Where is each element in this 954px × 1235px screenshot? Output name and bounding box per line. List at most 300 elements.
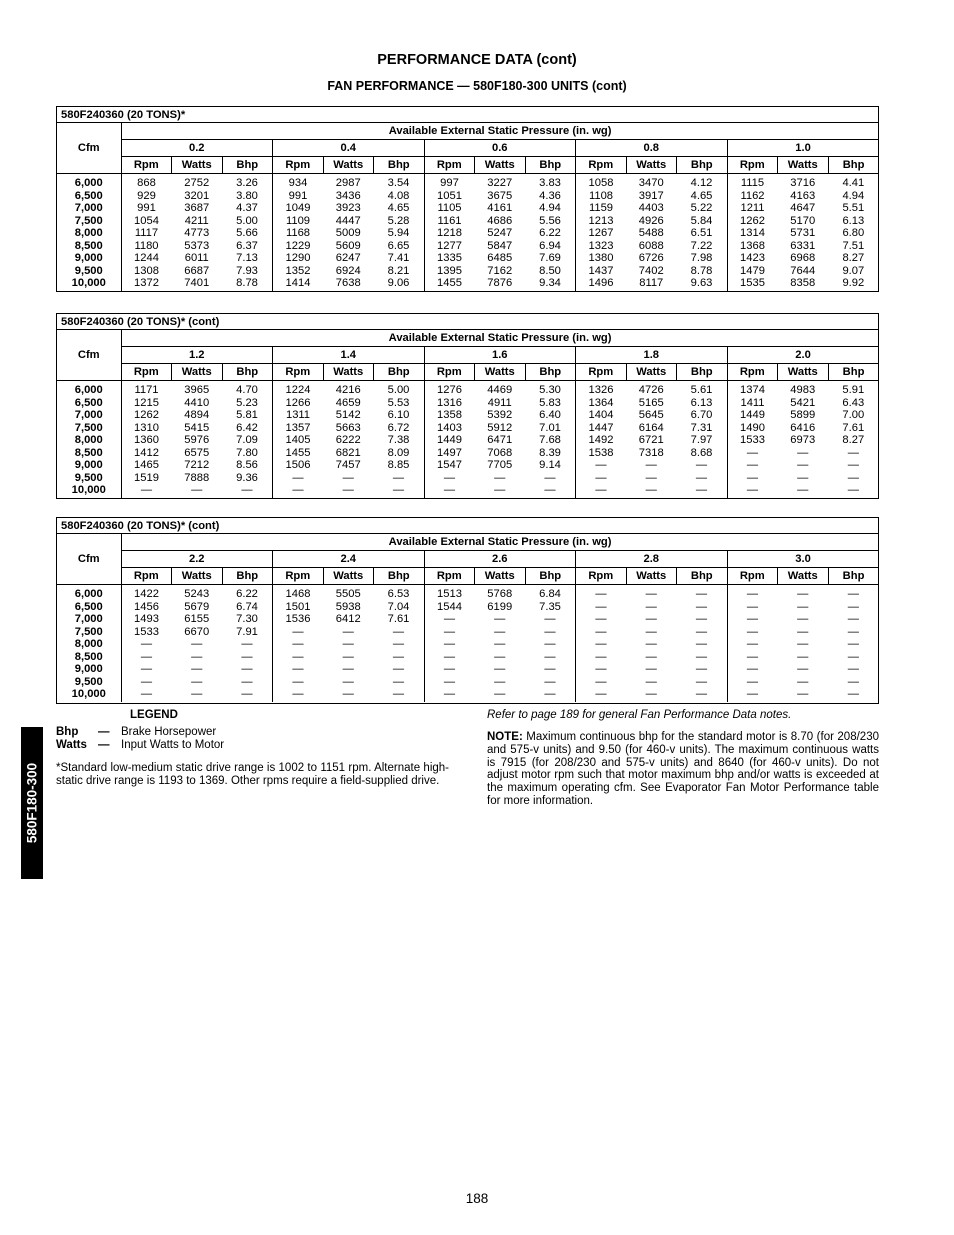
table-cell: 6.37 bbox=[236, 239, 258, 252]
data-column bbox=[273, 381, 324, 498]
table-cell: — bbox=[645, 471, 657, 484]
table-cell: 1422 bbox=[134, 588, 159, 600]
legend-desc: Brake Horsepower bbox=[121, 726, 217, 738]
table-cell: 1533 bbox=[740, 434, 765, 446]
data-column bbox=[121, 381, 172, 498]
table-cell: 7162 bbox=[487, 264, 513, 277]
table-cell: 1447 bbox=[588, 421, 614, 434]
column-header: Watts bbox=[778, 157, 829, 174]
column-header: Bhp bbox=[828, 364, 879, 381]
table-cell: 1493 bbox=[134, 613, 159, 625]
table-cell: 6088 bbox=[638, 239, 664, 252]
table-cell: — bbox=[544, 613, 556, 625]
table-cell: 6.43 bbox=[842, 396, 865, 409]
table-cell: 1180 bbox=[134, 239, 159, 252]
table-cell: — bbox=[797, 484, 809, 496]
table-cell: 5.22 bbox=[690, 202, 713, 214]
table-cell: — bbox=[847, 688, 859, 700]
cfm-value: 9,000 bbox=[74, 663, 103, 675]
table-cell: 5.94 bbox=[387, 227, 410, 239]
table-cell: 3675 bbox=[487, 189, 513, 202]
data-column bbox=[525, 174, 576, 291]
table-cell: — bbox=[847, 625, 859, 638]
table-cell: 1437 bbox=[588, 264, 614, 277]
pressure-header: 2.4 bbox=[273, 551, 425, 568]
table-cell: 6687 bbox=[184, 264, 210, 277]
table-cell: 7401 bbox=[184, 277, 210, 289]
table-cell: — bbox=[746, 484, 759, 496]
table-cell: 6485 bbox=[487, 252, 513, 264]
table-cell: 6.22 bbox=[539, 227, 561, 239]
table-cell: 5.00 bbox=[387, 384, 410, 396]
table-cell: — bbox=[241, 650, 253, 663]
table-cell: — bbox=[695, 588, 708, 600]
data-column bbox=[273, 585, 324, 702]
data-column bbox=[626, 174, 677, 291]
cfm-value: 10,000 bbox=[71, 484, 106, 496]
table-cell: — bbox=[746, 588, 759, 600]
data-column bbox=[677, 174, 728, 291]
column-header: Watts bbox=[323, 364, 374, 381]
data-column bbox=[374, 174, 425, 291]
cfm-value: 8,500 bbox=[74, 446, 103, 459]
table-cell: 6924 bbox=[335, 264, 361, 277]
table-cell: 7068 bbox=[487, 446, 513, 459]
table-cell: 8.39 bbox=[539, 446, 561, 459]
table-cell: 5392 bbox=[487, 409, 513, 421]
table-cell: 3.80 bbox=[236, 189, 258, 202]
cfm-value: 7,000 bbox=[74, 202, 103, 214]
table-cell: — bbox=[544, 650, 556, 663]
table-cell: 7876 bbox=[487, 277, 513, 289]
table-cell: 7.61 bbox=[842, 421, 865, 434]
table-cell: — bbox=[392, 663, 405, 675]
table-cell: — bbox=[595, 588, 607, 600]
table-cell: 1326 bbox=[588, 384, 614, 396]
data-column bbox=[525, 381, 576, 498]
data-column bbox=[626, 585, 677, 702]
table-cell: 5731 bbox=[790, 227, 816, 239]
legend-item-watts bbox=[56, 739, 224, 751]
table-cell: 7.00 bbox=[842, 409, 865, 421]
table-cell: 1535 bbox=[740, 277, 765, 289]
table-cell: — bbox=[695, 471, 708, 484]
table-cell: 4686 bbox=[487, 214, 513, 227]
data-column bbox=[475, 585, 526, 702]
table-cell: 7.97 bbox=[690, 434, 713, 446]
table-cell: 929 bbox=[137, 189, 156, 202]
pressure-header: 2.0 bbox=[727, 347, 879, 364]
pressure-header: 2.8 bbox=[576, 551, 728, 568]
table-cell: 5.91 bbox=[842, 384, 865, 396]
column-header: Watts bbox=[475, 568, 526, 585]
table-cell: 6.84 bbox=[539, 588, 561, 600]
table-cell: — bbox=[595, 688, 607, 700]
cfm-value: 6,500 bbox=[74, 600, 103, 613]
data-column bbox=[121, 585, 172, 702]
table-cell: 6.94 bbox=[539, 239, 561, 252]
data-column bbox=[778, 381, 829, 498]
table-cell: — bbox=[797, 446, 809, 459]
table-cell: — bbox=[241, 484, 253, 496]
legend-item-bhp bbox=[56, 726, 216, 738]
table-cell: — bbox=[847, 446, 859, 459]
table-cell: — bbox=[443, 484, 456, 496]
data-column bbox=[323, 174, 374, 291]
table-cell: 5505 bbox=[335, 588, 361, 600]
column-header: Bhp bbox=[677, 157, 728, 174]
table-cell: 4447 bbox=[335, 214, 361, 227]
table-cell: 8.78 bbox=[690, 264, 713, 277]
aesp-header: Available External Static Pressure (in. wg) bbox=[121, 123, 879, 140]
column-header: Rpm bbox=[576, 364, 627, 381]
column-header: Rpm bbox=[424, 157, 475, 174]
table-cell: 934 bbox=[288, 177, 308, 189]
cfm-header: Cfm bbox=[57, 330, 121, 381]
column-header: Watts bbox=[778, 364, 829, 381]
column-header: Bhp bbox=[374, 568, 425, 585]
table-cell: — bbox=[140, 484, 153, 496]
table-cell: 1115 bbox=[740, 177, 765, 189]
table-cell: 6164 bbox=[638, 421, 664, 434]
table-cell: — bbox=[695, 600, 708, 613]
legend-dash: — bbox=[98, 739, 110, 751]
table-cell: 6.70 bbox=[690, 409, 713, 421]
data-column bbox=[222, 585, 273, 702]
table-cell: 4410 bbox=[184, 396, 210, 409]
table-cell: 6968 bbox=[790, 252, 816, 264]
table-cell: 1547 bbox=[437, 459, 462, 471]
table-cell: 9.63 bbox=[690, 277, 713, 289]
data-column bbox=[727, 174, 778, 291]
table-cell: 1218 bbox=[437, 227, 462, 239]
table-cell: 6.13 bbox=[842, 214, 865, 227]
table-cell: 1224 bbox=[285, 384, 311, 396]
table-cell: 5.83 bbox=[539, 396, 561, 409]
table-cell: — bbox=[443, 471, 456, 484]
data-column bbox=[576, 381, 627, 498]
table-cell: 7.80 bbox=[236, 446, 258, 459]
table-cell: 4.41 bbox=[842, 177, 865, 189]
column-header: Bhp bbox=[222, 157, 273, 174]
table-cell: 4.94 bbox=[842, 189, 865, 202]
table-cell: 9.07 bbox=[842, 264, 865, 277]
table-cell: 1513 bbox=[437, 588, 462, 600]
column-header: Bhp bbox=[828, 568, 879, 585]
table-cell: 5.81 bbox=[236, 409, 258, 421]
table-cell: 6726 bbox=[638, 252, 664, 264]
refer-note: Refer to page 189 for general Fan Performance Data notes. bbox=[487, 709, 792, 721]
table-cell: — bbox=[797, 663, 809, 675]
table-cell: — bbox=[595, 613, 607, 625]
cfm-value: 7,500 bbox=[74, 625, 103, 638]
table-cell: 4403 bbox=[638, 202, 664, 214]
table-cell: — bbox=[241, 638, 253, 650]
table-cell: 6821 bbox=[335, 446, 361, 459]
table-cell: 3436 bbox=[335, 189, 361, 202]
data-column bbox=[424, 585, 475, 702]
table-cell: — bbox=[595, 625, 607, 638]
cfm-value: 8,500 bbox=[74, 239, 103, 252]
table-cell: 3227 bbox=[487, 177, 513, 189]
pressure-header: 1.2 bbox=[121, 347, 273, 364]
table-cell: 1501 bbox=[285, 600, 311, 613]
table-cell: 4726 bbox=[638, 384, 664, 396]
table-cell: 1372 bbox=[134, 277, 159, 289]
table-cell: 7.51 bbox=[842, 239, 865, 252]
table-cell: 6331 bbox=[790, 239, 816, 252]
table-cell: 6.72 bbox=[387, 421, 410, 434]
table-cell: 6721 bbox=[638, 434, 664, 446]
column-header: Rpm bbox=[576, 157, 627, 174]
cfm-value: 6,000 bbox=[74, 588, 103, 600]
column-header: Rpm bbox=[273, 157, 324, 174]
fan-performance-table-3 bbox=[56, 517, 879, 704]
table-cell: — bbox=[746, 471, 759, 484]
table-cell: 1455 bbox=[437, 277, 462, 289]
table-cell: 5.51 bbox=[842, 202, 865, 214]
table-cell: — bbox=[342, 688, 354, 700]
column-header: Bhp bbox=[525, 568, 576, 585]
table-cell: 1506 bbox=[285, 459, 311, 471]
cfm-column bbox=[57, 585, 121, 702]
table-cell: 4.70 bbox=[236, 384, 258, 396]
table-cell: 1117 bbox=[134, 227, 159, 239]
table-cell: 7705 bbox=[487, 459, 513, 471]
table-cell: 1262 bbox=[740, 214, 765, 227]
table-cell: 1357 bbox=[285, 421, 311, 434]
table-cell: 1496 bbox=[588, 277, 614, 289]
table-cell: 1215 bbox=[134, 396, 159, 409]
cfm-value: 7,500 bbox=[74, 214, 103, 227]
cfm-header: Cfm bbox=[57, 123, 121, 174]
table-cell: 1162 bbox=[740, 189, 765, 202]
table-cell: — bbox=[746, 663, 759, 675]
table-cell: — bbox=[645, 663, 657, 675]
table-cell: 1168 bbox=[285, 227, 311, 239]
column-header: Bhp bbox=[222, 364, 273, 381]
table-cell: — bbox=[595, 675, 607, 688]
aesp-header: Available External Static Pressure (in. wg) bbox=[121, 534, 879, 551]
table-cell: 3.54 bbox=[387, 177, 410, 189]
table-cell: — bbox=[241, 663, 253, 675]
table-cell: 6.10 bbox=[387, 409, 410, 421]
table-cell: 3687 bbox=[184, 202, 210, 214]
cfm-value: 10,000 bbox=[71, 277, 106, 289]
table-cell: 8.21 bbox=[387, 264, 410, 277]
pressure-header: 1.8 bbox=[576, 347, 728, 364]
table-cell: 4163 bbox=[790, 189, 816, 202]
table-cell: — bbox=[746, 613, 759, 625]
table-cell: 6416 bbox=[790, 421, 816, 434]
table-cell: 1051 bbox=[437, 189, 462, 202]
table-cell: 7.38 bbox=[387, 434, 410, 446]
data-column bbox=[677, 381, 728, 498]
data-column bbox=[576, 585, 627, 702]
table-cell: 1479 bbox=[740, 264, 765, 277]
table-cell: 997 bbox=[440, 177, 459, 189]
table-cell: 8358 bbox=[790, 277, 816, 289]
table-cell: 7.91 bbox=[236, 625, 258, 638]
table-cell: — bbox=[746, 650, 759, 663]
table-cell: — bbox=[494, 638, 506, 650]
data-column bbox=[222, 174, 273, 291]
table-cell: 1358 bbox=[437, 409, 462, 421]
table-cell: 4.12 bbox=[690, 177, 713, 189]
table-cell: — bbox=[544, 484, 556, 496]
table-cell: 6.53 bbox=[387, 588, 410, 600]
table-cell: — bbox=[342, 675, 354, 688]
table-cell: — bbox=[746, 625, 759, 638]
data-column bbox=[828, 381, 879, 498]
cfm-value: 6,000 bbox=[74, 384, 103, 396]
table-cell: 1449 bbox=[437, 434, 462, 446]
table-cell: 1411 bbox=[740, 396, 765, 409]
table-cell: — bbox=[342, 471, 354, 484]
table-cell: — bbox=[645, 675, 657, 688]
table-cell: — bbox=[443, 688, 456, 700]
column-header: Watts bbox=[626, 568, 677, 585]
table-cell: — bbox=[292, 625, 304, 638]
table-cell: — bbox=[645, 625, 657, 638]
table-cell: — bbox=[847, 663, 859, 675]
data-column bbox=[677, 585, 728, 702]
table-cell: 8117 bbox=[639, 277, 664, 289]
table-cell: 5663 bbox=[335, 421, 361, 434]
table-cell: — bbox=[595, 638, 607, 650]
table-cell: — bbox=[443, 663, 456, 675]
table-cell: 1308 bbox=[134, 264, 159, 277]
cfm-value: 9,000 bbox=[74, 252, 103, 264]
data-column bbox=[222, 381, 273, 498]
table-cell: 8.68 bbox=[690, 446, 713, 459]
table-cell: 1414 bbox=[285, 277, 311, 289]
table-cell: — bbox=[645, 688, 657, 700]
table-cell: 6670 bbox=[184, 625, 210, 638]
table-cell: — bbox=[443, 613, 456, 625]
table-cell: 5170 bbox=[790, 214, 816, 227]
data-column bbox=[121, 174, 172, 291]
table-cell: 8.56 bbox=[236, 459, 258, 471]
table-cell: — bbox=[191, 675, 203, 688]
table-cell: 3201 bbox=[184, 189, 210, 202]
column-header: Watts bbox=[323, 157, 374, 174]
pressure-header: 1.4 bbox=[273, 347, 425, 364]
table-cell: 1310 bbox=[134, 421, 159, 434]
table-cell: 5.61 bbox=[690, 384, 713, 396]
table-cell: — bbox=[695, 613, 708, 625]
table-cell: 1105 bbox=[437, 202, 462, 214]
cfm-value: 8,000 bbox=[74, 434, 103, 446]
table-cell: 7.01 bbox=[539, 421, 561, 434]
data-column bbox=[576, 174, 627, 291]
table-cell: 4211 bbox=[184, 214, 209, 227]
table-cell: — bbox=[443, 675, 456, 688]
table-caption: 580F240360 (20 TONS)* (cont) bbox=[57, 314, 879, 330]
footnote: *Standard low-medium static drive range is 1002 to 1151 rpm. Alternate high-static drive range is 1193 to 1369. Other rpms require a field-supplied drive. bbox=[56, 762, 449, 787]
table-cell: 7.13 bbox=[236, 252, 258, 264]
table-cell: — bbox=[746, 688, 759, 700]
table-cell: 3.83 bbox=[539, 177, 561, 189]
cfm-value: 8,000 bbox=[74, 227, 103, 239]
table-cell: — bbox=[595, 650, 607, 663]
table-cell: — bbox=[392, 471, 405, 484]
table-cell: 4.65 bbox=[690, 189, 713, 202]
table-cell: 1277 bbox=[437, 239, 462, 252]
table-cell: 7212 bbox=[184, 459, 210, 471]
table-cell: 7.41 bbox=[387, 252, 410, 264]
table-cell: 6.65 bbox=[387, 239, 410, 252]
table-cell: — bbox=[140, 688, 153, 700]
performance-table bbox=[57, 518, 879, 702]
table-cell: — bbox=[797, 675, 809, 688]
table-cell: — bbox=[443, 625, 456, 638]
table-cell: 5976 bbox=[184, 434, 210, 446]
cfm-value: 6,500 bbox=[74, 189, 103, 202]
table-cell: — bbox=[443, 638, 456, 650]
table-cell: 1262 bbox=[134, 409, 159, 421]
table-cell: 1360 bbox=[134, 434, 159, 446]
column-header: Watts bbox=[172, 364, 223, 381]
column-header: Bhp bbox=[374, 157, 425, 174]
table-cell: 9.34 bbox=[539, 277, 561, 289]
table-cell: — bbox=[645, 650, 657, 663]
table-cell: — bbox=[392, 638, 405, 650]
table-cell: 7.22 bbox=[690, 239, 713, 252]
table-cell: — bbox=[544, 625, 556, 638]
data-column bbox=[626, 381, 677, 498]
table-cell: — bbox=[847, 638, 859, 650]
table-cell: 9.06 bbox=[387, 277, 410, 289]
table-cell: — bbox=[140, 663, 153, 675]
data-column bbox=[323, 585, 374, 702]
table-cell: 7318 bbox=[638, 446, 664, 459]
table-cell: — bbox=[847, 471, 859, 484]
data-column bbox=[374, 381, 425, 498]
table-cell: — bbox=[746, 446, 759, 459]
table-cell: 6.80 bbox=[842, 227, 865, 239]
table-cell: — bbox=[847, 484, 859, 496]
column-header: Bhp bbox=[828, 157, 879, 174]
fan-performance-table-1 bbox=[56, 106, 879, 292]
column-header: Watts bbox=[172, 157, 223, 174]
table-cell: 7457 bbox=[335, 459, 361, 471]
note-text: Maximum continuous bhp for the standard motor is 8.70 (for 208/230 and 575-v units) and 9.50 (for 460-v units). The maximum continuous watts is 7915 (for 208/230 and 575-v units) and 8640 (for 460-v units). Do not adjust motor rpm such that motor maximum bhp and/or watts is exceeded at the maximum operating cfm. See Evaporator Fan Motor Performance table for more information. bbox=[487, 731, 879, 807]
cfm-value: 7,000 bbox=[74, 613, 103, 625]
table-cell: — bbox=[595, 600, 607, 613]
table-cell: 7402 bbox=[638, 264, 664, 277]
data-column bbox=[525, 585, 576, 702]
table-cell: — bbox=[847, 650, 859, 663]
column-header: Watts bbox=[323, 568, 374, 585]
table-cell: — bbox=[494, 484, 506, 496]
table-cell: 1544 bbox=[437, 600, 462, 613]
table-cell: — bbox=[292, 471, 304, 484]
side-tab bbox=[21, 727, 43, 879]
table-cell: 5.00 bbox=[236, 214, 258, 227]
table-cell: 5.66 bbox=[236, 227, 258, 239]
cfm-header: Cfm bbox=[57, 534, 121, 585]
table-cell: 5899 bbox=[790, 409, 816, 421]
table-cell: 1364 bbox=[588, 396, 614, 409]
table-cell: 4659 bbox=[335, 396, 361, 409]
table-cell: 5142 bbox=[335, 409, 361, 421]
table-cell: 6412 bbox=[335, 613, 361, 625]
table-cell: 5247 bbox=[487, 227, 513, 239]
table-cell: — bbox=[392, 675, 405, 688]
table-cell: — bbox=[797, 650, 809, 663]
table-cell: 5.56 bbox=[539, 214, 561, 227]
